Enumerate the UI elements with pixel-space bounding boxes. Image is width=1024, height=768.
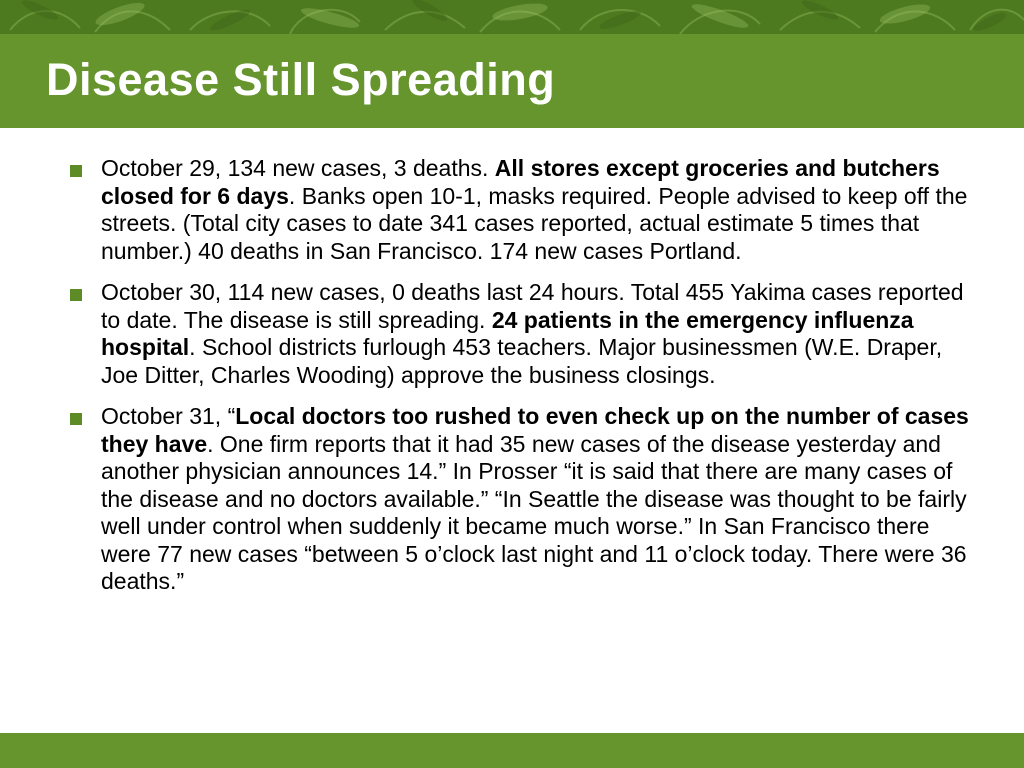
bullet-bold-text: Local doctors too rushed to even check up on the number of cases they have [101, 403, 969, 457]
bullet-bold-text: 24 patients in the emergency influenza hospital [101, 306, 914, 360]
bullet-bold-text: All stores except groceries and butchers closed for 6 days [101, 155, 940, 209]
bullet-text: October 31, “ [101, 403, 236, 429]
bullet-item [70, 279, 970, 389]
leaf-pattern-graphic [0, 0, 1024, 34]
bullet-list [70, 155, 970, 610]
bullet-item [70, 403, 970, 596]
bullet-item [70, 155, 970, 265]
title-bar [0, 34, 1024, 128]
bullet-text: . Banks open 10-1, masks required. People advised to keep off the streets. (Total city cases to date 341 cases reported, actual estimate 5 times that number.) 40 deaths in San Francisco. 174 new cases Portland. [101, 182, 968, 264]
footer-band [0, 733, 1024, 768]
bullet-marker-icon [70, 165, 82, 177]
bullet-text: . School districts furlough 453 teachers. Major businessmen (W.E. Draper, Joe Ditter, Charles Wooding) approve the business closings. [101, 334, 943, 388]
slide-title: Disease Still Spreading [46, 54, 556, 105]
decorative-header-band [0, 0, 1024, 34]
bullet-text: . One firm reports that it had 35 new cases of the disease yesterday and another physician announces 14.” In Prosser “it is said that there are many cases of the disease and no doctors available.” “In Seattle the disease was thought to be fairly well under control when suddenly it became much worse.” In San Francisco there were 77 new cases “between 5 o’clock last night and 11 o’clock today. There were 36 deaths.” [101, 430, 967, 594]
bullet-text: October 30, 114 new cases, 0 deaths last 24 hours. Total 455 Yakima cases reported to date. The disease is still spreading. [101, 279, 964, 333]
bullet-marker-icon [70, 413, 82, 425]
bullet-marker-icon [70, 289, 82, 301]
bullet-text: October 29, 134 new cases, 3 deaths. [101, 155, 495, 181]
